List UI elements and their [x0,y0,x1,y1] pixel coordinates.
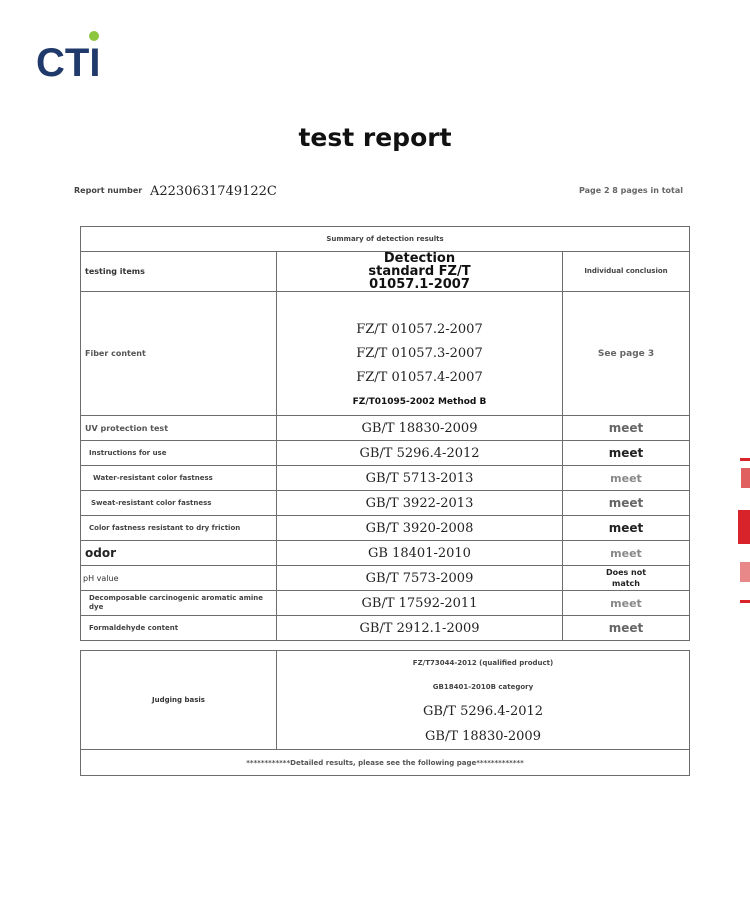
table-row [81,616,690,641]
summary-table [80,226,690,641]
row-conclusion: meet [563,491,690,516]
row-item: UV protection test [81,416,277,441]
table-row [81,541,690,566]
fiber-standard-bold: FZ/T01095-2002 Method B [352,396,487,407]
row-item: Formaldehyde content [81,616,277,641]
row-standard: GB/T 5713-2013 [277,466,563,491]
row-standard: GB/T 17592-2011 [277,591,563,616]
row-item: Decomposable carcinogenic aromatic amine dye [81,591,277,616]
row-standard: GB/T 7573-2009 [277,566,563,591]
report-number-label: Report number [74,186,143,195]
row-conclusion: meet [563,591,690,616]
table-row [81,441,690,466]
row-item: Instructions for use [81,441,277,466]
fiber-standard-1: FZ/T 01057.2-2007 [356,321,483,337]
table-row [81,591,690,616]
page-title: test report [298,123,452,152]
row-item: Color fastness resistant to dry friction [81,516,277,541]
fiber-standard-2: FZ/T 01057.3-2007 [356,345,483,361]
summary-caption: Summary of detection results [81,227,690,252]
row-conclusion: meet [563,466,690,491]
table-row [81,566,690,591]
fiber-content-standards [277,292,563,416]
row-conclusion: Does not match [563,566,690,591]
detailed-results-note: ************Detailed results, please see the following page************* [81,750,690,776]
judging-basis-list [277,651,690,750]
row-standard: GB/T 3920-2008 [277,516,563,541]
cti-logo [36,30,116,80]
header-testing-items: testing items [81,252,277,292]
red-stamp [738,458,750,603]
header-individual-conclusion: Individual conclusion [563,252,690,292]
table-row [81,516,690,541]
row-item: odor [81,541,277,566]
row-standard: GB/T 18830-2009 [277,416,563,441]
judging-basis-table [80,650,690,776]
row-item: Water-resistant color fastness [81,466,277,491]
row-conclusion: meet [563,441,690,466]
basis-line: GB/T 5296.4-2012 [422,704,544,719]
row-standard: GB/T 5296.4-2012 [277,441,563,466]
fiber-content-conclusion: See page 3 [563,292,690,416]
row-item: pH value [81,566,277,591]
row-standard: GB 18401-2010 [277,541,563,566]
row-conclusion: meet [563,416,690,441]
row-item: Sweat-resistant color fastness [81,491,277,516]
table-row [81,416,690,441]
table-row [81,466,690,491]
judging-basis-label: Judging basis [81,651,277,750]
fiber-standard-3: FZ/T 01057.4-2007 [356,369,483,385]
header-detection-standard: Detection standard FZ/T 01057.1-2007 [277,252,563,292]
row-conclusion: meet [563,516,690,541]
basis-line: FZ/T73044-2012 (qualified product) [412,659,554,667]
page-info: Page 2 8 pages in total [578,186,683,195]
svg-text:CTI: CTI [36,41,101,80]
report-number-value: A2230631749122C [150,184,277,199]
row-conclusion: meet [563,541,690,566]
row-standard: GB/T 2912.1-2009 [277,616,563,641]
fiber-content-item: Fiber content [81,292,277,416]
basis-line: GB18401-2010B category [432,683,534,691]
basis-line: GB/T 18830-2009 [425,729,541,744]
row-standard: GB/T 3922-2013 [277,491,563,516]
table-row [81,491,690,516]
row-conclusion: meet [563,616,690,641]
